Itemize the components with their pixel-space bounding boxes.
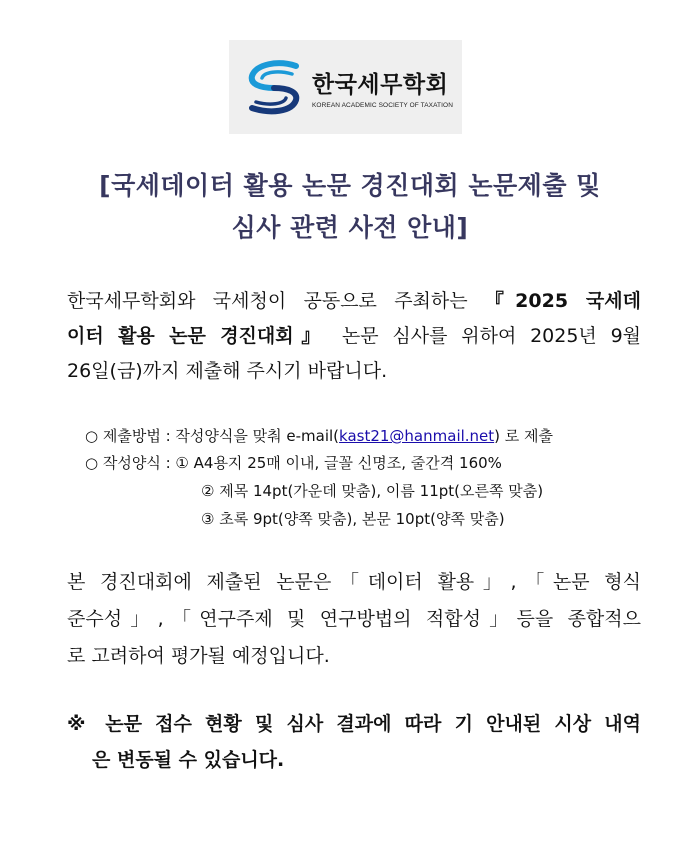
- society-emblem-icon: [244, 56, 304, 118]
- method-label: ○ 제출방법 :: [85, 427, 171, 445]
- note-line-2: 은 변동될 수 있습니다.: [92, 749, 285, 771]
- method-row: [85, 425, 553, 446]
- email-link[interactable]: kast21@hanmail.net: [339, 427, 495, 445]
- method-text-pre: 작성양식을 맞춰 e-mail(: [175, 427, 340, 445]
- format-label: ○ 작성양식 :: [85, 454, 171, 472]
- notice-title-line-2: 심사 관련 사전 안내]: [231, 213, 469, 242]
- format-item-2: ② 제목 14pt(가운데 맞춤), 이름 11pt(오른쪽 맞춤): [201, 482, 544, 500]
- intro-line-2: [67, 321, 641, 348]
- notice-title-line-1: [국세데이터 활용 논문 경진대회 논문제출 및: [99, 171, 601, 200]
- contest-name-part-1: 『2025 국세데: [484, 290, 641, 312]
- society-logo: [229, 40, 462, 134]
- format-item-3: ③ 초록 9pt(양쪽 맞춤), 본문 10pt(양쪽 맞춤): [201, 510, 505, 528]
- intro-line-1: [67, 286, 641, 313]
- evaluation-line-1: 본 경진대회에 제출된 논문은「데이터 활용」,「논문 형식: [67, 571, 641, 593]
- format-item-1: ① A4용지 25매 이내, 글꼴 신명조, 줄간격 160%: [175, 454, 502, 472]
- society-name-english: KOREAN ACADEMIC SOCIETY OF TAXATION: [312, 101, 453, 109]
- intro-line-2-text: 논문 심사를 위하여 2025년 9월: [341, 325, 642, 347]
- intro-line-3: 26일(금)까지 제출해 주시기 바랍니다.: [67, 360, 388, 382]
- intro-line-1-text: 한국세무학회와 국세청이 공동으로 주최하는: [67, 290, 468, 312]
- note-line-1: ※ 논문 접수 현황 및 심사 결과에 따라 기 안내된 시상 내역: [67, 713, 641, 735]
- evaluation-line-2: 준수성」,「연구주제 및 연구방법의 적합성」등을 종합적으: [67, 608, 641, 630]
- evaluation-line-3: 로 고려하여 평가될 예정입니다.: [67, 645, 330, 667]
- society-name-korean: 한국세무학회: [312, 71, 449, 98]
- format-row-1: [85, 452, 502, 473]
- method-text-post: ) 로 제출: [494, 427, 554, 445]
- contest-name-part-2: 이터 활용 논문 경진대회』: [67, 325, 329, 347]
